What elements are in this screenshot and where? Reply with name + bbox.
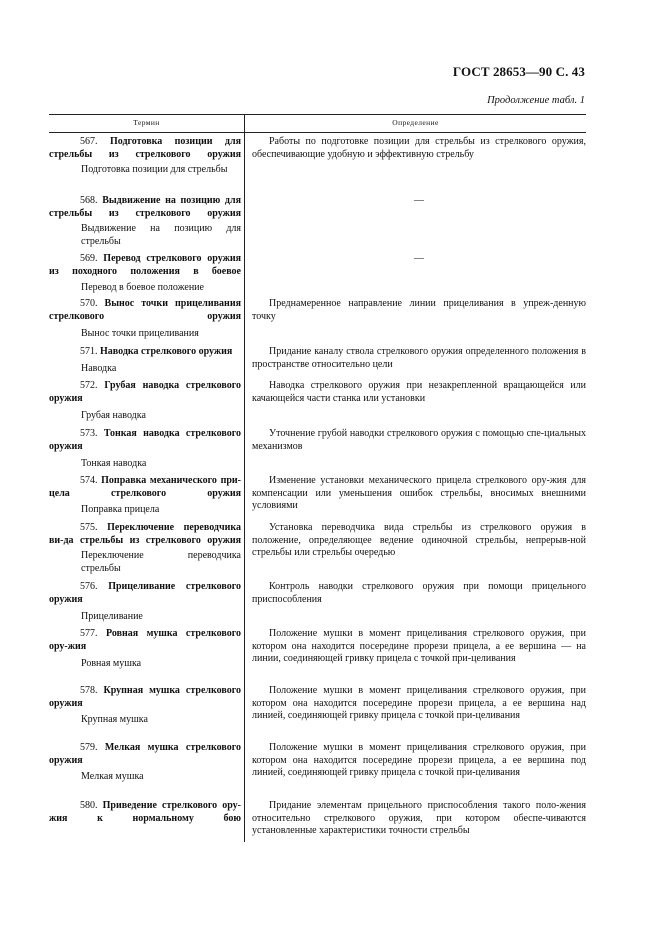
term-cell: 577. Ровная мушка стрелкового ору-жия (49, 628, 241, 652)
synonym-cell: Поправка прицела (81, 504, 160, 515)
synonym-cell: Подготовка позиции для стрельбы (81, 164, 228, 175)
definition-cell: Наводка стрелкового оружия при незакрепленной вращающейся или качающейся части станка или установки (252, 380, 586, 404)
definition-cell: Придание каналу ствола стрелкового оружия определенного положения в пространстве относительно цели (252, 346, 586, 370)
table-header (49, 114, 586, 133)
definition-cell: Преднамеренное направление линии прицеливания в упреж-денную точку (252, 298, 586, 322)
term-cell: 570. Вынос точки прицеливания стрелкового оружия (49, 298, 241, 322)
definition-cell: Положение мушки в момент прицеливания стрелкового оружия, при котором она находится посередине прорези прицела, а ее вершина над линией, соединяющей гривку прицела с точкой при-целивания (252, 685, 586, 721)
terms-table (49, 114, 586, 133)
term-cell: 575. Переключение переводчика ви-да стрельбы из стрелкового оружия (49, 522, 241, 546)
definition-cell: Положение мушки в момент прицеливания стрелкового оружия, при котором она находится посередине прорези прицела, а ее вершина — на линии, соединяющей гривку прицела с точкой при-целивания (252, 628, 586, 664)
term-cell: 580. Приведение стрелкового ору-жия к нормальному бою (49, 800, 241, 824)
term-cell: 571. Наводка стрелкового оружия (80, 346, 233, 357)
synonym-cell: Вынос точки прицеливания (81, 328, 199, 339)
term-cell: 569. Перевод стрелкового оружия из походного положения в боевое (49, 253, 241, 277)
definition-cell: Уточнение грубой наводки стрелкового оружия с помощью спе-циальных механизмов (252, 428, 586, 452)
definition-cell: Положение мушки в момент прицеливания стрелкового оружия, при котором она находится посередине прорези прицела, а ее вершина под линией, соединяющей гривку прицела с точкой при-целивания (252, 742, 586, 778)
term-cell: 578. Крупная мушка стрелкового оружия (49, 685, 241, 709)
term-cell: 572. Грубая наводка стрелкового оружия (49, 380, 241, 404)
synonym-cell: Перевод в боевое положение (81, 282, 204, 293)
term-cell: 576. Прицеливание стрелкового оружия (49, 581, 241, 605)
definition-cell: Придание элементам прицельного приспособления такого поло-жения относительно стрелкового оружия, при котором обеспе-чиваются установленные характеристики точности стрельбы (252, 800, 586, 836)
term-cell: 573. Тонкая наводка стрелкового оружия (49, 428, 241, 452)
synonym-cell: Переключение переводчика стрельбы (81, 550, 241, 574)
term-cell: 568. Выдвижение на позицию для стрельбы из стрелкового оружия (49, 195, 242, 219)
synonym-cell: Ровная мушка (81, 658, 142, 669)
page-header: ГОСТ 28653—90 С. 43 (452, 64, 585, 79)
table-continuation-note: Продолжение табл. 1 (487, 95, 585, 106)
synonym-cell: Тонкая наводка (81, 458, 147, 469)
synonym-cell: Мелкая мушка (81, 771, 144, 782)
definition-cell: Изменение установки механического прицела стрелкового ору-жия для компенсации или уменьшения ошибок стрельбы, вносимых внешними условиями (252, 475, 586, 511)
synonym-cell: Крупная мушка (81, 714, 148, 725)
synonym-cell: Наводка (81, 363, 117, 374)
definition-cell: Работы по подготовке позиции для стрельбы из стрелкового оружия, обеспечивающие удобную и эффективную стрельбу (252, 136, 586, 160)
definition-cell: Контроль наводки стрелкового оружия при помощи прицельного приспособления (252, 581, 586, 605)
definition-cell: Установка переводчика вида стрельбы из стрелкового оружия в положение, определяющее ведение одиночной стрельбы, непрерыв-ной стрельбы или стрельбы очередью (252, 522, 586, 558)
column-header-term: Термин (133, 118, 160, 127)
synonym-cell: Выдвижение на позицию для стрельбы (81, 223, 241, 247)
column-divider (244, 131, 245, 842)
term-cell: 574. Поправка механического при-цела стрелкового оружия (49, 475, 241, 499)
term-cell: 579. Мелкая мушка стрелкового оружия (49, 742, 241, 766)
synonym-cell: Прицеливание (81, 611, 143, 622)
definition-cell: — (414, 195, 424, 206)
synonym-cell: Грубая наводка (81, 410, 146, 421)
column-header-definition: Определение (392, 118, 439, 127)
definition-cell: — (414, 253, 424, 264)
term-cell: 567. Подготовка позиции для стрельбы из стрелкового оружия (49, 136, 241, 160)
